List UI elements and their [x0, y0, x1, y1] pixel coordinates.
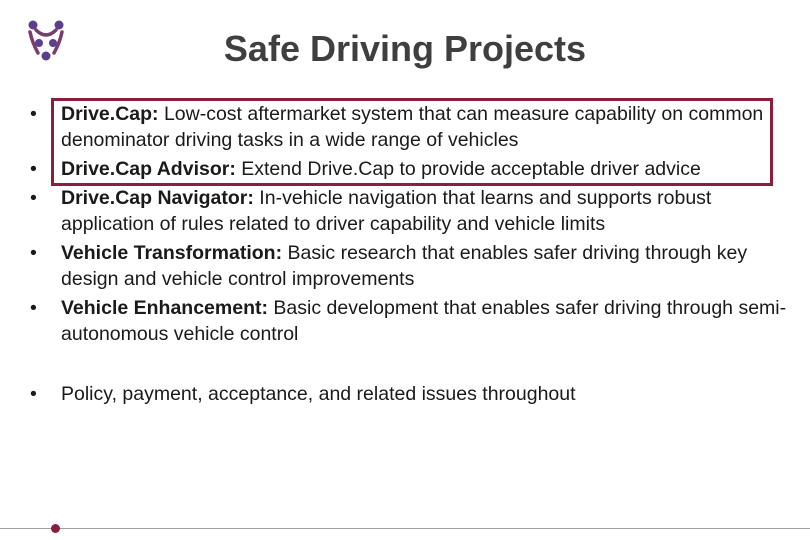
bullet-text: Basic research that enables safer driving through key design and vehicle control improvements: [61, 242, 748, 290]
footer-divider: [0, 528, 810, 529]
bullet-text: Policy, payment, acceptance, and related issues throughout: [61, 383, 576, 405]
bullet-term: Drive.Cap Advisor:: [61, 158, 236, 180]
bullet-dot: •: [30, 242, 37, 264]
bullet-policy: [30, 381, 790, 407]
bullet-term: Vehicle Enhancement:: [61, 297, 268, 319]
bullet-text: Extend Drive.Cap to provide acceptable driver advice: [235, 158, 701, 180]
bullet-term: Drive.Cap:: [61, 103, 159, 125]
bullet-dot: •: [30, 187, 37, 209]
bullet-term: Vehicle Transformation:: [61, 242, 283, 264]
slide-title: Safe Driving Projects: [223, 28, 587, 69]
bullet-vehicle-transformation: [30, 240, 790, 292]
bullet-drivecap-advisor: [30, 156, 790, 182]
bullet-vehicle-enhancement: [30, 295, 790, 347]
bullet-text: In-vehicle navigation that learns and supports robust application of rules related to driver capability and vehicle limits: [61, 187, 712, 235]
bullet-term: Drive.Cap Navigator:: [61, 187, 254, 209]
bullet-text: Basic development that enables safer driving through semi-autonomous vehicle control: [61, 297, 787, 345]
bullet-dot: •: [30, 103, 37, 125]
bullet-dot: •: [30, 158, 37, 180]
bullet-text: Low-cost aftermarket system that can measure capability on common denominator driving tasks in a wide range of vehicles: [61, 103, 764, 151]
footer-dot-icon: [51, 524, 60, 533]
bullet-list: [30, 101, 790, 410]
bullet-dot: •: [30, 297, 37, 319]
bullet-drivecap: [30, 101, 790, 153]
bullet-drivecap-navigator: [30, 185, 790, 237]
bullet-dot: •: [30, 383, 37, 405]
